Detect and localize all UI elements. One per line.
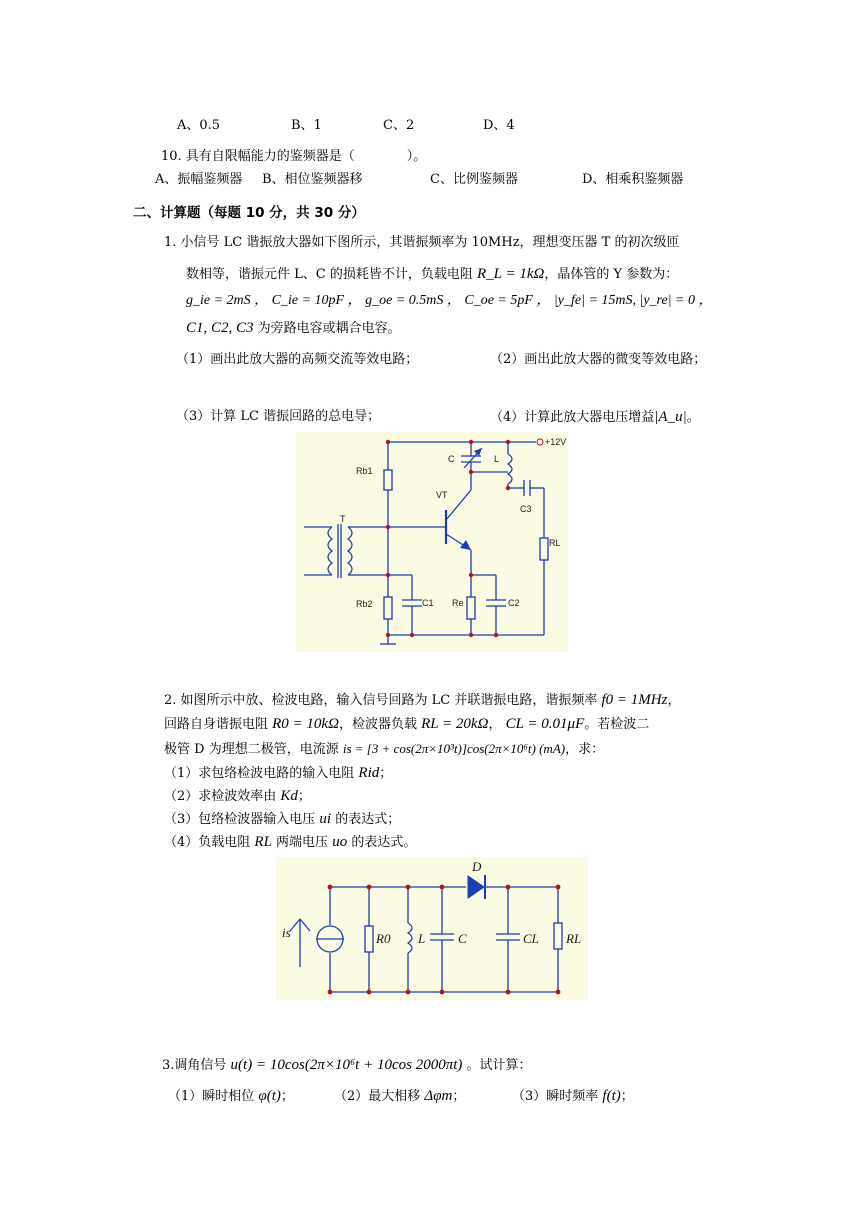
cl-label: CL	[523, 931, 539, 946]
option-d: D、4	[483, 118, 515, 133]
p3-sub1: （1）瞬时相位 φ(t)；	[168, 1088, 294, 1104]
p1-line2: 数相等，谐振元件 L、C 的损耗皆不计，负载电阻 R_L = 1kΩ，晶体管的 Y 参数为：	[186, 266, 679, 282]
option-c: C、2	[383, 118, 415, 133]
rl-label-2: RL	[566, 931, 582, 946]
source-label: is	[282, 925, 291, 940]
rb1-label: Rb1	[356, 466, 373, 476]
option-a: A、0.5	[177, 118, 221, 133]
section-title: 二、计算题（每题 10 分，共 30 分）	[133, 205, 365, 221]
p1-line1: 1. 小信号 LC 谐振放大器如下图所示，其谐振频率为 10MHz，理想变压器 T 的初次级匝	[164, 235, 680, 250]
q10-stem: 10. 具有自限幅能力的鉴频器是（ ）。	[161, 149, 427, 164]
supply-label: +12V	[545, 437, 567, 447]
p2-line2: 回路自身谐振电阻 R0 = 10kΩ，检波器负载 RL = 20kΩ， CL = 0.01μF。若检波二	[164, 716, 650, 732]
rb2-label: Rb2	[356, 599, 373, 609]
p3-sub3: （3）瞬时频率 f(t)；	[512, 1088, 634, 1104]
c3-label: C3	[520, 504, 532, 514]
l-label: L	[418, 931, 426, 946]
detector-circuit-figure	[276, 857, 588, 1000]
q10-option-d: D、相乘积鉴频器	[582, 172, 684, 187]
p3-line1: 3.调角信号 u(t) = 10cos(2π×10⁶t + 10cos 2000πt) 。试计算：	[162, 1057, 532, 1073]
transformer-label: T	[340, 514, 346, 524]
p2-line3: 极管 D 为理想二极管，电流源 is = [3 + cos(2π×10³t)]cos(2π×10⁶t) (mA)，求：	[164, 741, 605, 757]
q10-option-a: A、振幅鉴频器	[155, 172, 243, 187]
c1-label: C1	[422, 598, 434, 608]
p1-line4: C1, C2, C3 为旁路电容或耦合电容。	[186, 320, 401, 336]
c2-label: C2	[508, 598, 520, 608]
detector-circuit-svg	[276, 857, 588, 1000]
r0-label: R0	[376, 931, 391, 946]
q10-option-c: C、比例鉴频器	[430, 172, 518, 187]
p1-sub4: （4）计算此放大器电压增益|A_u|。	[490, 409, 700, 425]
rl-label: RL	[549, 538, 561, 548]
capacitor-c-label: C	[448, 454, 455, 464]
p1-sub3: （3）计算 LC 谐振回路的总电导；	[176, 409, 381, 424]
diode-label: D	[472, 859, 482, 874]
p2-sub1: （1）求包络检波电路的输入电阻 Rid；	[164, 765, 393, 781]
p1-line3: g_ie = 2mS ， C_ie = 10pF ， g_oe = 0.5mS ， C_oe = 5pF ， |y_fe| = 15mS, |y_re| = 0 ，	[186, 293, 713, 308]
p2-sub3: （3）包络检波器输入电压 ui 的表达式；	[164, 811, 401, 827]
amplifier-circuit-figure	[296, 432, 568, 652]
p3-sub2: （2）最大相移 Δφm；	[334, 1088, 466, 1104]
amplifier-circuit-svg	[296, 432, 568, 652]
p2-sub4: （4）负载电阻 RL 两端电压 uo 的表达式。	[164, 834, 417, 850]
c-label: C	[458, 931, 467, 946]
inductor-l-label: L	[494, 454, 500, 464]
p1-sub1: （1）画出此放大器的高频交流等效电路；	[176, 352, 419, 367]
q10-option-b: B、相位鉴频器移	[262, 172, 363, 187]
transistor-label: VT	[436, 490, 448, 500]
p1-sub2: （2）画出此放大器的微变等效电路；	[490, 352, 707, 367]
p2-line1: 2. 如图所示中放、检波电路，输入信号回路为 LC 并联谐振电路，谐振频率 f0 = 1MHz，	[164, 692, 681, 708]
option-b: B、1	[291, 118, 322, 133]
re-label: Re	[452, 598, 464, 608]
p2-sub2: （2）求检波效率由 Kd；	[164, 788, 311, 804]
